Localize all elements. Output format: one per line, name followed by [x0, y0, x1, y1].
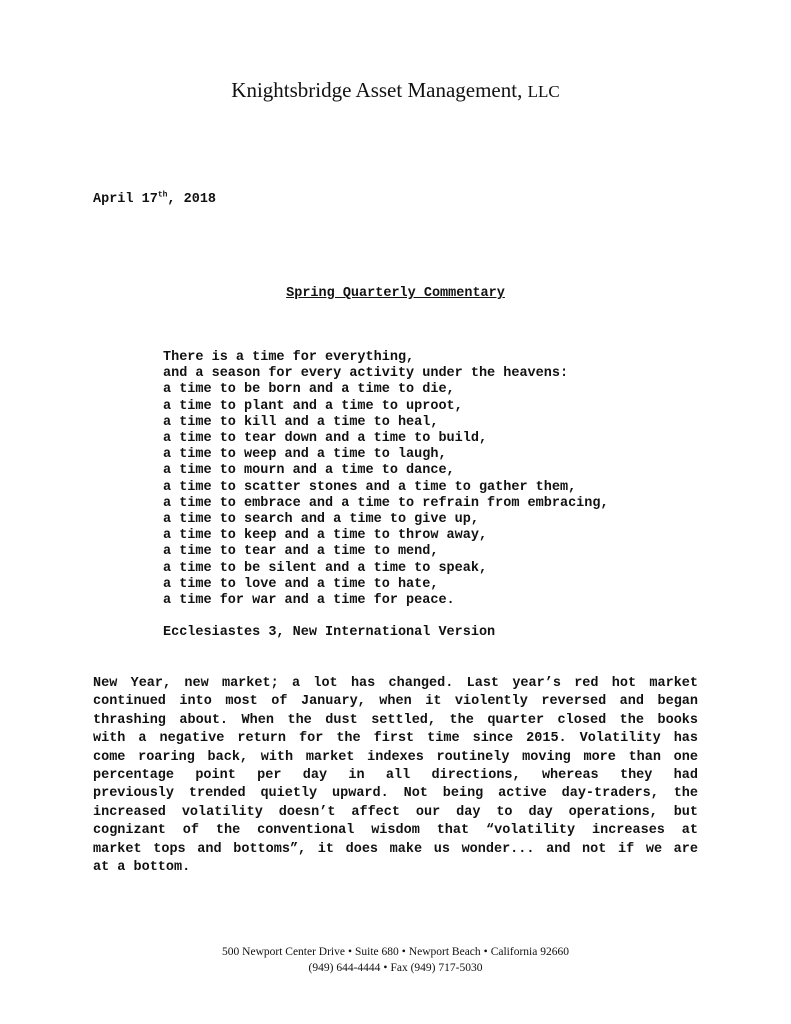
paragraph-line: cognizant of the conventional wisdom that “volatility increases at: [93, 823, 698, 839]
poem-line: a time for war and a time for peace.: [163, 593, 455, 609]
footer-street: 500 Newport Center Drive: [222, 946, 345, 958]
poem-line: a time to love and a time to hate,: [163, 576, 439, 592]
document-heading: Spring Quarterly Commentary: [286, 286, 505, 301]
letter-date: [93, 190, 216, 210]
commentary-paragraph: [93, 675, 698, 877]
poem-line: a time to plant and a time to uproot,: [163, 398, 463, 414]
poem-line: a time to kill and a time to heal,: [163, 414, 439, 430]
page-footer: [0, 944, 791, 976]
footer-address: [0, 944, 791, 960]
poem-line: a time to be born and a time to die,: [163, 382, 455, 398]
paragraph-line: percentage point per day in all directions, whereas they had: [93, 768, 698, 784]
date-year: , 2018: [167, 192, 217, 207]
footer-separator: •: [383, 962, 388, 974]
footer-separator: •: [347, 946, 353, 958]
paragraph-line: thrashing about. When the dust settled, the quarter closed the books: [93, 712, 698, 728]
poem-line: a time to weep and a time to laugh,: [163, 447, 447, 463]
footer-phone: (949) 644-4444: [308, 962, 381, 974]
footer-state-zip: California 92660: [490, 946, 569, 958]
poem-line: There is a time for everything,: [163, 350, 415, 365]
poem-line: a time to scatter stones and a time to gather them,: [163, 479, 577, 495]
footer-city: Newport Beach: [408, 946, 481, 958]
paragraph-line: increased volatility doesn’t affect our day to day operations, but: [93, 804, 698, 820]
paragraph-line: with a negative return for the first time since 2015. Volatility has: [93, 731, 698, 747]
footer-separator: •: [483, 946, 488, 958]
footer-separator: •: [401, 946, 406, 958]
poem-quote: [163, 350, 609, 609]
poem-citation: Ecclesiastes 3, New International Version: [163, 625, 496, 640]
poem-line: a time to be silent and a time to speak,: [163, 560, 488, 576]
paragraph-line: continued into most of January, when it violently reversed and began: [93, 694, 698, 710]
poem-line: a time to tear down and a time to build,: [163, 431, 488, 447]
paragraph-line: at a bottom.: [93, 860, 191, 876]
date-ordinal: th: [157, 190, 168, 200]
footer-contact: [0, 960, 791, 976]
poem-line: a time to keep and a time to throw away,: [163, 528, 488, 544]
poem-line: and a season for every activity under the heavens:: [163, 366, 569, 382]
poem-line: a time to tear and a time to mend,: [163, 544, 439, 560]
paragraph-line: come roaring back, with market indexes routinely moving more than one: [93, 749, 698, 765]
letterhead: [0, 76, 791, 106]
company-suffix: LLC: [527, 82, 560, 101]
poem-line: a time to mourn and a time to dance,: [163, 463, 455, 479]
footer-suite: Suite 680: [355, 946, 399, 958]
poem-line: a time to search and a time to give up,: [163, 512, 479, 528]
company-name: Knightsbridge Asset Management,: [231, 78, 523, 102]
footer-fax: Fax (949) 717-5030: [390, 962, 483, 974]
date-month-day: April 17: [93, 192, 158, 207]
paragraph-line: previously trended quietly upward. Not being active day-traders, the: [93, 786, 698, 802]
paragraph-line: market tops and bottoms”, it does make us wonder... and not if we are: [93, 841, 698, 857]
poem-line: a time to embrace and a time to refrain from embracing,: [163, 495, 609, 511]
paragraph-line: New Year, new market; a lot has changed. Last year’s red hot market: [93, 676, 698, 691]
